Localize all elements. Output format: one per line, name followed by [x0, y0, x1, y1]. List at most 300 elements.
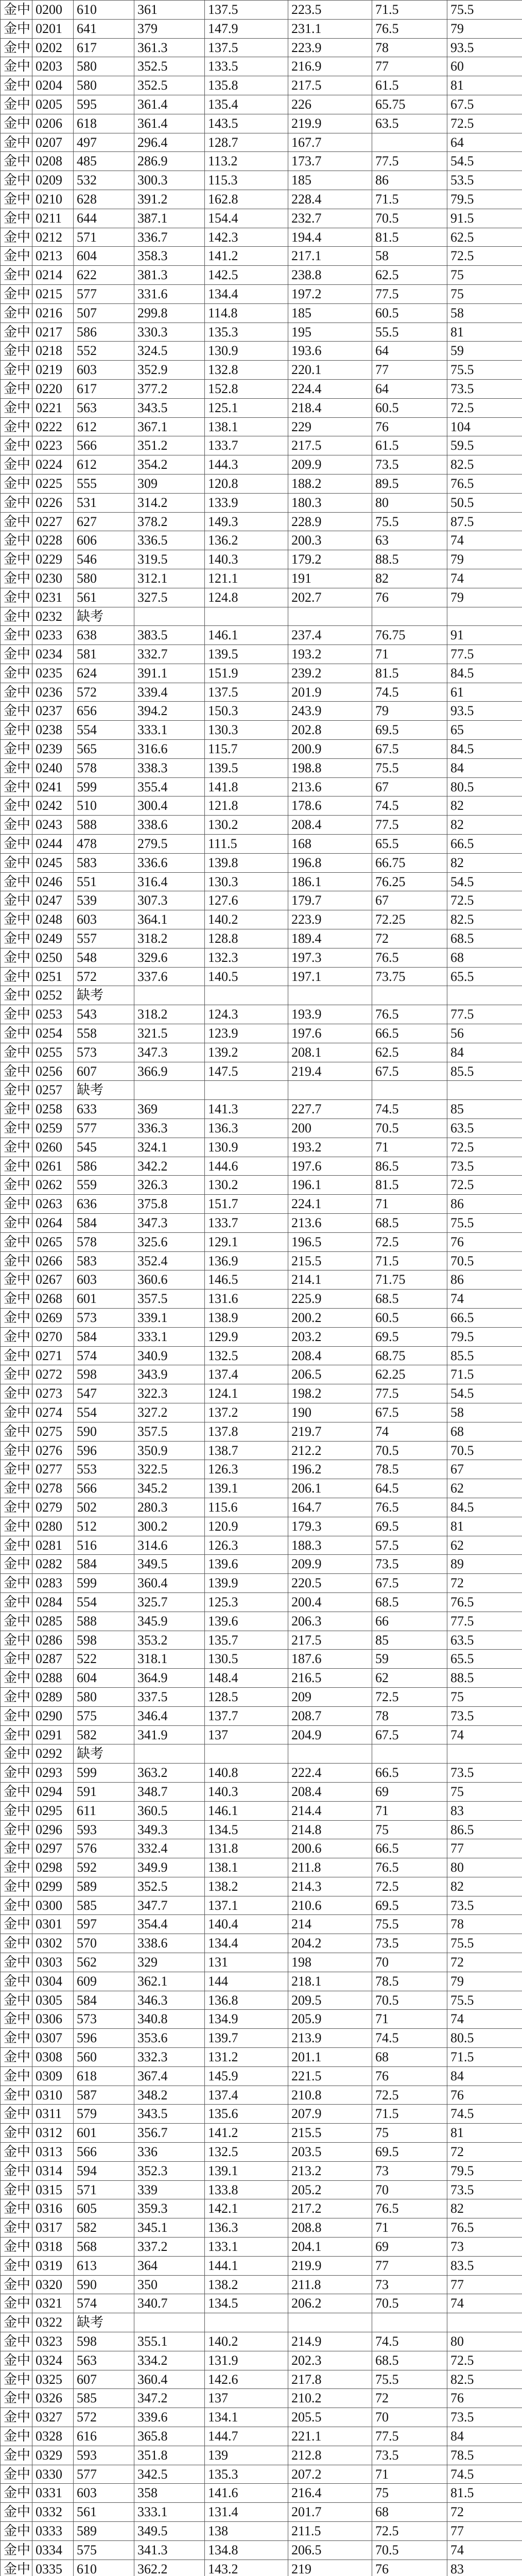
cell-c3: 210.2: [288, 2389, 372, 2408]
cell-total: 612: [74, 417, 134, 436]
cell-c2: 141.3: [205, 1100, 288, 1119]
cell-school: 金中: [1, 455, 32, 474]
cell-total: 588: [74, 1612, 134, 1631]
cell-c5: 77: [447, 2275, 522, 2294]
cell-c2: 139: [205, 2446, 288, 2465]
cell-c5: 73.5: [447, 2408, 522, 2427]
table-row: [1, 1024, 522, 1043]
cell-c3: 208.4: [288, 816, 372, 835]
cell-c1: 329: [134, 1953, 205, 1972]
cell-total: 565: [74, 740, 134, 759]
cell-id: 0275: [32, 1422, 74, 1441]
cell-c4: 72.5: [372, 1877, 447, 1896]
cell-c4: 71: [372, 2465, 447, 2484]
cell-c3: 221.1: [288, 2427, 372, 2446]
cell-c2: 144.3: [205, 455, 288, 474]
cell-id: 0256: [32, 1062, 74, 1081]
cell-id: 0331: [32, 2484, 74, 2503]
cell-c5: 77: [447, 1839, 522, 1858]
cell-total: 592: [74, 1858, 134, 1877]
table-row: [1, 1479, 522, 1498]
cell-school: 金中: [1, 19, 32, 38]
cell-c5: 91.5: [447, 209, 522, 228]
cell-c4: 71.75: [372, 1270, 447, 1290]
cell-total: 563: [74, 2351, 134, 2370]
cell-c5: 82.5: [447, 910, 522, 929]
cell-id: 0292: [32, 1744, 74, 1764]
cell-c2: 145.9: [205, 2066, 288, 2086]
table-row: [1, 57, 522, 76]
cell-c2: 139.2: [205, 1043, 288, 1062]
cell-total: 554: [74, 721, 134, 740]
cell-c1: 337.2: [134, 2238, 205, 2257]
cell-c5: 62: [447, 1479, 522, 1498]
cell-c3: 203.2: [288, 1327, 372, 1346]
cell-c5: 83: [447, 2560, 522, 2576]
cell-id: 0318: [32, 2238, 74, 2257]
cell-c1: 316.6: [134, 740, 205, 759]
cell-school: 金中: [1, 1669, 32, 1688]
table-row: [1, 38, 522, 57]
cell-school: 金中: [1, 2408, 32, 2427]
cell-c4: 62.5: [372, 266, 447, 285]
cell-school: 金中: [1, 2465, 32, 2484]
cell-school: 金中: [1, 1251, 32, 1270]
cell-total: 609: [74, 1972, 134, 1991]
cell-c3: 193.2: [288, 645, 372, 664]
cell-id: 0260: [32, 1138, 74, 1157]
cell-school: 金中: [1, 1365, 32, 1384]
cell-school: 金中: [1, 2048, 32, 2067]
cell-total: 596: [74, 2029, 134, 2048]
cell-c4: 68.75: [372, 1346, 447, 1365]
cell-c3: 219.9: [288, 114, 372, 133]
table-row: [1, 1176, 522, 1195]
cell-total: 599: [74, 1764, 134, 1783]
cell-total: 598: [74, 2332, 134, 2351]
cell-c1: 348.7: [134, 1782, 205, 1801]
cell-c4: 74.5: [372, 1100, 447, 1119]
cell-c1: 327.5: [134, 588, 205, 607]
table-row: [1, 2484, 522, 2503]
cell-c4: 76.75: [372, 626, 447, 645]
cell-c3: 196.2: [288, 1460, 372, 1479]
cell-c2: 133.5: [205, 57, 288, 76]
cell-total: 559: [74, 1176, 134, 1195]
cell-id: 0297: [32, 1839, 74, 1858]
cell-c4: 74.5: [372, 2332, 447, 2351]
cell-id: 0206: [32, 114, 74, 133]
cell-c2: 121.1: [205, 569, 288, 588]
cell-c1: 345.9: [134, 1612, 205, 1631]
cell-c3: 197.1: [288, 967, 372, 986]
cell-id: 0232: [32, 607, 74, 626]
cell-school: 金中: [1, 1290, 32, 1309]
cell-c3: 200.2: [288, 1308, 372, 1327]
cell-c4: 74.5: [372, 796, 447, 816]
cell-school: 金中: [1, 2332, 32, 2351]
cell-school: 金中: [1, 967, 32, 986]
cell-school: 金中: [1, 1706, 32, 1725]
cell-c3: 188.2: [288, 474, 372, 493]
cell-id: 0257: [32, 1081, 74, 1100]
cell-c4: 70: [372, 2180, 447, 2199]
cell-c3: 193.2: [288, 1138, 372, 1157]
cell-c1: 337.5: [134, 1687, 205, 1706]
table-row: [1, 967, 522, 986]
cell-c3: 185: [288, 303, 372, 323]
cell-id: 0330: [32, 2465, 74, 2484]
cell-c3: 216.4: [288, 2484, 372, 2503]
cell-c1: 342.2: [134, 1157, 205, 1176]
cell-c4: 82: [372, 569, 447, 588]
cell-c2: 132.5: [205, 2143, 288, 2162]
cell-school: 金中: [1, 740, 32, 759]
cell-c3: 206.3: [288, 1612, 372, 1631]
cell-c5: 81: [447, 323, 522, 342]
table-row: [1, 1157, 522, 1176]
cell-c4: 67.5: [372, 1062, 447, 1081]
cell-c1: 341.3: [134, 2540, 205, 2560]
table-row: [1, 1138, 522, 1157]
cell-id: 0304: [32, 1972, 74, 1991]
cell-id: 0214: [32, 266, 74, 285]
cell-c4: 71: [372, 1138, 447, 1157]
cell-c4: 69.5: [372, 1327, 447, 1346]
cell-c2: 151.7: [205, 1195, 288, 1214]
cell-c1: 339.4: [134, 683, 205, 702]
cell-c2: 137.8: [205, 1422, 288, 1441]
table-row: [1, 247, 522, 266]
cell-total: 572: [74, 967, 134, 986]
cell-id: 0302: [32, 1934, 74, 1953]
cell-c5: 54.5: [447, 1384, 522, 1403]
cell-c2: 140.2: [205, 910, 288, 929]
cell-c5: [447, 1081, 522, 1100]
cell-c4: 70.5: [372, 1441, 447, 1460]
cell-id: 0324: [32, 2351, 74, 2370]
cell-c1: 391.2: [134, 190, 205, 209]
cell-total: 485: [74, 152, 134, 171]
cell-c1: 339: [134, 2180, 205, 2199]
cell-id: 0250: [32, 948, 74, 967]
cell-c4: 73.5: [372, 1555, 447, 1574]
cell-c3: 198.2: [288, 1384, 372, 1403]
cell-c5: 75.5: [447, 361, 522, 380]
cell-id: 0282: [32, 1555, 74, 1574]
cell-c3: 200.6: [288, 1839, 372, 1858]
table-row: [1, 228, 522, 247]
cell-c2: 135.3: [205, 2465, 288, 2484]
cell-c5: 59: [447, 342, 522, 361]
cell-c4: 70: [372, 2408, 447, 2427]
cell-c5: 85.5: [447, 1346, 522, 1365]
cell-c4: 85: [372, 1631, 447, 1650]
cell-c5: 64: [447, 133, 522, 152]
cell-c5: 84.5: [447, 664, 522, 683]
cell-c4: 55.5: [372, 323, 447, 342]
cell-school: 金中: [1, 2124, 32, 2143]
cell-c4: 89.5: [372, 474, 447, 493]
cell-c2: 142.5: [205, 266, 288, 285]
cell-c5: [447, 1744, 522, 1764]
cell-id: 0243: [32, 816, 74, 835]
cell-c4: 77.5: [372, 152, 447, 171]
cell-c1: 347.7: [134, 1896, 205, 1915]
cell-c3: 216.5: [288, 1669, 372, 1688]
cell-total: 596: [74, 1441, 134, 1460]
table-row: [1, 1820, 522, 1839]
cell-school: 金中: [1, 1138, 32, 1157]
cell-c3: 219.4: [288, 1062, 372, 1081]
cell-id: 0315: [32, 2180, 74, 2199]
cell-c4: 75: [372, 2484, 447, 2503]
cell-c3: [288, 986, 372, 1005]
cell-c4: 72.25: [372, 910, 447, 929]
cell-id: 0244: [32, 835, 74, 854]
table-row: [1, 1631, 522, 1650]
cell-c4: 69: [372, 2238, 447, 2257]
cell-c3: 197.2: [288, 284, 372, 303]
cell-c2: 133.8: [205, 2180, 288, 2199]
cell-school: 金中: [1, 1422, 32, 1441]
cell-c3: 205.5: [288, 2408, 372, 2427]
cell-c4: 62.25: [372, 1365, 447, 1384]
cell-c2: 137.5: [205, 683, 288, 702]
cell-c2: 133.7: [205, 436, 288, 455]
cell-c1: 366.9: [134, 1062, 205, 1081]
cell-c5: 86: [447, 1270, 522, 1290]
cell-c1: 349.5: [134, 1555, 205, 1574]
cell-total: 590: [74, 1422, 134, 1441]
cell-c3: 213.6: [288, 1214, 372, 1233]
cell-id: 0247: [32, 891, 74, 910]
cell-id: 0279: [32, 1498, 74, 1517]
cell-c4: 57.5: [372, 1536, 447, 1555]
cell-total: 580: [74, 76, 134, 95]
cell-c1: 332.4: [134, 1839, 205, 1858]
cell-c3: 217.5: [288, 436, 372, 455]
cell-c5: 73.5: [447, 379, 522, 398]
cell-c4: [372, 1744, 447, 1764]
cell-c5: 72.5: [447, 247, 522, 266]
cell-c5: 74.5: [447, 2465, 522, 2484]
cell-c2: 138.2: [205, 1877, 288, 1896]
cell-school: 金中: [1, 133, 32, 152]
cell-c2: 133.1: [205, 2238, 288, 2257]
cell-c2: 140.3: [205, 550, 288, 569]
table-row: [1, 721, 522, 740]
table-row: [1, 171, 522, 190]
table-row: [1, 910, 522, 929]
cell-c1: 383.5: [134, 626, 205, 645]
cell-c4: 68.5: [372, 1290, 447, 1309]
cell-c2: 137.4: [205, 2086, 288, 2105]
cell-c2: 126.3: [205, 1536, 288, 1555]
cell-c1: 352.5: [134, 57, 205, 76]
table-row: [1, 1441, 522, 1460]
table-row: [1, 2066, 522, 2086]
cell-c3: 238.8: [288, 266, 372, 285]
cell-c2: 134.8: [205, 2540, 288, 2560]
cell-c3: 214.3: [288, 1877, 372, 1896]
cell-c3: [288, 1081, 372, 1100]
cell-c4: 72.5: [372, 1687, 447, 1706]
cell-id: 0207: [32, 133, 74, 152]
cell-c1: 357.5: [134, 1290, 205, 1309]
cell-c3: 215.5: [288, 2124, 372, 2143]
cell-c4: 60.5: [372, 398, 447, 417]
cell-c1: 329.6: [134, 948, 205, 967]
cell-school: 金中: [1, 1991, 32, 2010]
cell-id: 0220: [32, 379, 74, 398]
cell-school: 金中: [1, 512, 32, 531]
cell-c3: 197.3: [288, 948, 372, 967]
cell-c2: 142.1: [205, 2199, 288, 2218]
cell-id: 0249: [32, 929, 74, 948]
cell-c1: 381.3: [134, 266, 205, 285]
cell-c1: 318.2: [134, 929, 205, 948]
cell-c2: 125.3: [205, 1592, 288, 1612]
cell-c5: 72: [447, 2503, 522, 2522]
table-row: [1, 284, 522, 303]
cell-c5: 73.5: [447, 1764, 522, 1783]
cell-c3: 202.7: [288, 588, 372, 607]
cell-c1: 314.2: [134, 493, 205, 512]
cell-c1: 352.5: [134, 76, 205, 95]
cell-c1: 345.1: [134, 2218, 205, 2238]
cell-c4: 74.5: [372, 683, 447, 702]
cell-c1: 350.9: [134, 1441, 205, 1460]
cell-c4: 69: [372, 1782, 447, 1801]
cell-school: 金中: [1, 1024, 32, 1043]
cell-id: 0287: [32, 1650, 74, 1669]
cell-c4: 69.5: [372, 1517, 447, 1536]
table-row: [1, 796, 522, 816]
cell-c4: 63.5: [372, 114, 447, 133]
cell-c4: 70.5: [372, 209, 447, 228]
cell-school: 金中: [1, 2010, 32, 2029]
cell-school: 金中: [1, 209, 32, 228]
cell-c4: 86: [372, 171, 447, 190]
cell-c2: 152.8: [205, 379, 288, 398]
cell-c5: 79: [447, 588, 522, 607]
cell-c4: 86.5: [372, 1157, 447, 1176]
cell-c4: 76.5: [372, 1858, 447, 1877]
cell-total: 558: [74, 1024, 134, 1043]
cell-c2: 141.2: [205, 2124, 288, 2143]
cell-id: 0266: [32, 1251, 74, 1270]
cell-total: 603: [74, 910, 134, 929]
cell-c2: 150.3: [205, 702, 288, 721]
cell-school: 金中: [1, 2294, 32, 2313]
table-row: [1, 1232, 522, 1251]
cell-c3: 202.3: [288, 2351, 372, 2370]
cell-c2: 132.8: [205, 361, 288, 380]
cell-c5: 75.5: [447, 1934, 522, 1953]
cell-c1: 334.2: [134, 2351, 205, 2370]
cell-c3: 200.9: [288, 740, 372, 759]
cell-id: 0258: [32, 1100, 74, 1119]
cell-c4: 71: [372, 2010, 447, 2029]
cell-c3: 187.6: [288, 1650, 372, 1669]
cell-c5: 76.5: [447, 1592, 522, 1612]
cell-c4: 71: [372, 645, 447, 664]
cell-total: 572: [74, 2408, 134, 2427]
cell-school: 金中: [1, 1896, 32, 1915]
cell-c5: 63.5: [447, 1119, 522, 1138]
table-row: [1, 2351, 522, 2370]
cell-c2: 130.2: [205, 1176, 288, 1195]
table-row: [1, 19, 522, 38]
table-row: [1, 2143, 522, 2162]
cell-c4: 80: [372, 493, 447, 512]
cell-school: 金中: [1, 986, 32, 1005]
cell-total: 603: [74, 2484, 134, 2503]
cell-c2: 130.3: [205, 872, 288, 891]
cell-c4: 63: [372, 531, 447, 550]
cell-c1: 339.1: [134, 1308, 205, 1327]
cell-school: 金中: [1, 1327, 32, 1346]
cell-total: 610: [74, 1, 134, 20]
table-row: [1, 1764, 522, 1783]
cell-c4: 61.5: [372, 436, 447, 455]
cell-id: 0242: [32, 796, 74, 816]
cell-c4: 60.5: [372, 303, 447, 323]
cell-c1: 364.1: [134, 910, 205, 929]
cell-total: 577: [74, 284, 134, 303]
cell-c1: 300.3: [134, 171, 205, 190]
cell-c5: 66.5: [447, 1308, 522, 1327]
cell-c3: 212.2: [288, 1441, 372, 1460]
cell-c2: 136.3: [205, 1119, 288, 1138]
cell-total: 598: [74, 1631, 134, 1650]
cell-c3: 220.5: [288, 1574, 372, 1593]
table-row: [1, 835, 522, 854]
cell-c5: 84: [447, 2427, 522, 2446]
score-rows: [1, 1, 522, 2576]
cell-c2: 144.1: [205, 2256, 288, 2275]
cell-c1: 363.2: [134, 1764, 205, 1783]
cell-school: 金中: [1, 474, 32, 493]
cell-school: 金中: [1, 1460, 32, 1479]
cell-c5: 73.5: [447, 2180, 522, 2199]
cell-c1: 336.7: [134, 228, 205, 247]
cell-c3: 209.5: [288, 1991, 372, 2010]
cell-id: 0319: [32, 2256, 74, 2275]
cell-total: 584: [74, 1555, 134, 1574]
cell-id: 0230: [32, 569, 74, 588]
cell-total: 566: [74, 2143, 134, 2162]
cell-id: 0238: [32, 721, 74, 740]
cell-c4: 76.5: [372, 1005, 447, 1024]
cell-c4: 77: [372, 57, 447, 76]
cell-c1: 336.5: [134, 531, 205, 550]
table-row: [1, 303, 522, 323]
cell-c3: 185: [288, 171, 372, 190]
cell-c4: 76: [372, 2066, 447, 2086]
cell-total: 656: [74, 702, 134, 721]
cell-id: 0241: [32, 777, 74, 796]
cell-c4: [372, 133, 447, 152]
cell-c1: 340.8: [134, 2010, 205, 2029]
cell-c5: 71.5: [447, 1365, 522, 1384]
cell-c2: 162.8: [205, 190, 288, 209]
table-row: [1, 455, 522, 474]
cell-c5: 82: [447, 816, 522, 835]
table-row: [1, 1915, 522, 1934]
cell-c3: 195: [288, 323, 372, 342]
